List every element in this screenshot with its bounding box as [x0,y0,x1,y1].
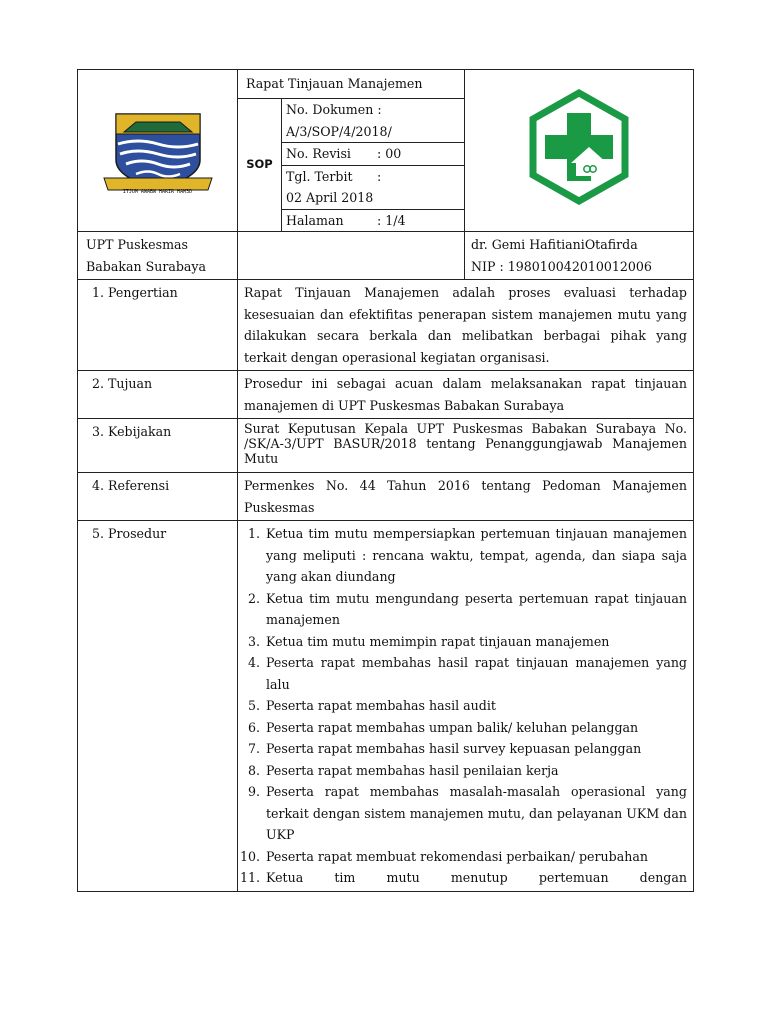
head-nip: NIP : 198010042010012006 [471,258,652,274]
section-label-prosedur: 5. Prosedur [78,521,238,892]
list-item: 9. Peserta rapat membahas masalah-masalah operasional yang terkait dengan sistem manajemen mutu, dan pelayanan UKM dan UKP [247,784,687,842]
sop-table [77,69,720,892]
puskesmas-logo-icon [527,89,631,205]
issue-date-colon: : [377,168,382,184]
section-label-pengertian: 1. Pengertian [78,280,238,371]
head-name: dr. Gemi HafitianiOtafirda [471,237,638,252]
list-item: 4. Peserta rapat membahas hasil rapat tinjauan manajemen yang lalu [247,655,687,692]
list-item: 7. Peserta rapat membahas hasil survey kepuasan pelanggan [247,741,642,756]
sop-document [77,69,720,892]
unit-name-line1: UPT Puskesmas [86,237,188,252]
list-item: 5. Peserta rapat membahas hasil audit [247,698,496,713]
section-label-tujuan: 2. Tujuan [78,371,238,419]
signatory-cell [465,232,694,280]
section-label-kebijakan: 3. Kebijakan [78,419,238,473]
list-item: 3. Ketua tim mutu memimpin rapat tinjauan manajemen [247,633,610,649]
signature-blank-cell [238,232,465,280]
revision-value: : 00 [373,143,464,166]
document-meta-table [282,99,464,231]
page-label: Halaman [286,212,344,228]
list-item: 10. Peserta rapat membuat rekomendasi perbaikan/ perubahan [239,848,648,864]
issue-date-value: 02 April 2018 [282,187,464,209]
list-item: 8. Peserta rapat membahas hasil penilaian kerja [247,762,559,778]
section-label-referensi: 4. Referensi [78,473,238,521]
list-item: 6. Peserta rapat membahas umpan balik/ keluhan pelanggan [247,719,639,735]
list-item: 11. Ketua tim mutu menutup pertemuan dengan [239,870,687,885]
section-text-kebijakan: Surat Keputusan Kepala UPT Puskesmas Babakan Surabaya No. /SK/A-3/UPT BASUR/2018 tentang Penanggungjawab Manajemen Mutu [238,419,694,473]
emblem-motto-text: ITJUM AWABW HARIR HAM3D [122,188,193,195]
sop-label: SOP [238,99,282,232]
list-item: 1. Ketua tim mutu mempersiapkan pertemuan tinjauan manajemen yang meliputi : rencana waktu, tempat, agenda, dan siapa saja yang akan diundang [247,526,687,584]
procedure-steps-cell [238,521,694,892]
procedure-steps-list [238,523,687,889]
issue-date-label: Tgl. Terbit [286,168,353,184]
right-logo-cell [465,70,694,232]
left-logo-cell [78,70,238,232]
unit-name-cell [78,232,238,280]
list-item: 2. Ketua tim mutu mengundang peserta pertemuan rapat tinjauan manajemen [247,590,687,627]
page-value: : 1/4 [377,212,406,228]
revision-label: No. Revisi [282,143,373,166]
document-number-label: No. Dokumen : [286,102,382,117]
document-title: Rapat Tinjauan Manajemen [238,70,465,99]
section-text-pengertian: Rapat Tinjauan Manajemen adalah proses evaluasi terhadap kesesuaian dan efektifitas penerapan sistem manajemen mutu yang dilakukan secara berkala dan melibatkan berbagai pihak yang terkait dengan operasional kegiatan organisasi. [238,280,694,371]
bandung-city-emblem-icon [96,106,220,196]
section-text-tujuan: Prosedur ini sebagai acuan dalam melaksanakan rapat tinjauan manajemen di UPT Puskesmas Babakan Surabaya [238,371,694,419]
unit-name-line2: Babakan Surabaya [86,258,207,274]
document-number-value: A/3/SOP/4/2018/ [282,121,464,143]
section-text-referensi: Permenkes No. 44 Tahun 2016 tentang Pedoman Manajemen Puskesmas [238,473,694,521]
